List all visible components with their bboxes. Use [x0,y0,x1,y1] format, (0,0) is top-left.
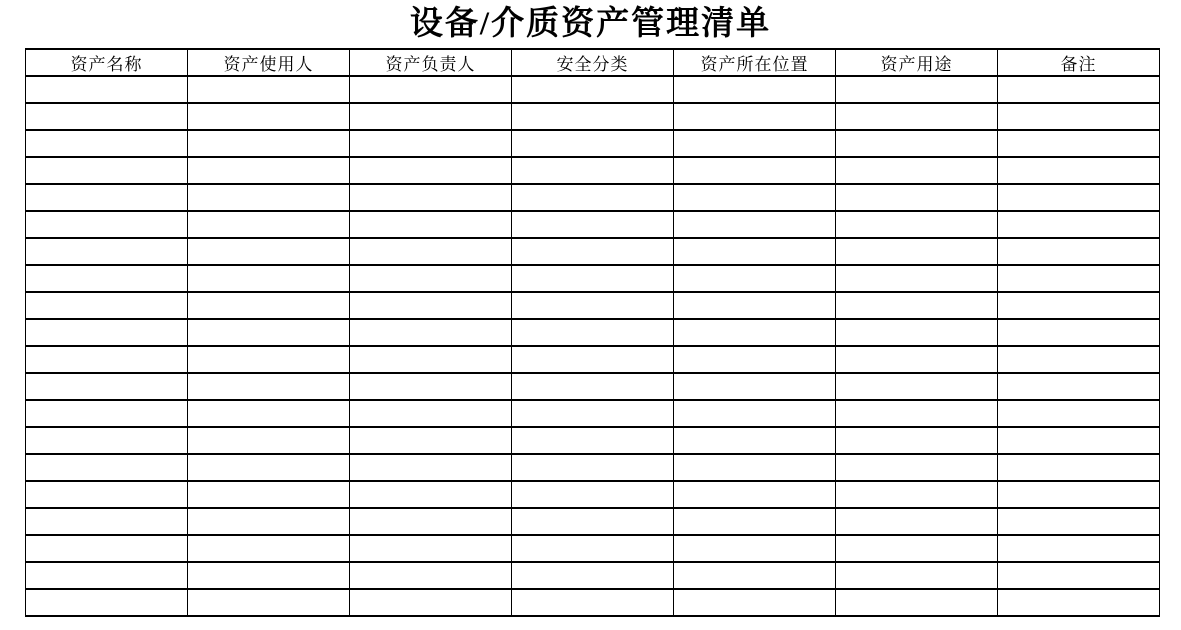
page-title: 设备/介质资产管理清单 [409,6,772,42]
table-cell-asset-location[interactable] [674,481,836,508]
table-cell-asset-purpose[interactable] [836,400,998,427]
table-cell-asset-user[interactable] [188,184,350,211]
table-cell-asset-location[interactable] [674,211,836,238]
table-cell-asset-purpose[interactable] [836,508,998,535]
table-cell-asset-location[interactable] [674,103,836,130]
table-cell-asset-purpose[interactable] [836,481,998,508]
table-cell-asset-name[interactable] [26,130,188,157]
table-row [26,184,1160,211]
asset-management-table [25,48,1160,617]
table-row [26,238,1160,265]
table-cell-asset-user[interactable] [188,292,350,319]
table-cell-asset-name[interactable] [26,319,188,346]
table-cell-remarks[interactable] [998,508,1160,535]
table-cell-asset-owner[interactable] [350,427,512,454]
table-cell-asset-purpose[interactable] [836,373,998,400]
table-cell-security-category[interactable] [512,211,674,238]
table-cell-security-category[interactable] [512,292,674,319]
table-cell-asset-name[interactable] [26,103,188,130]
table-cell-asset-name[interactable] [26,265,188,292]
table-cell-remarks[interactable] [998,481,1160,508]
table-row [26,157,1160,184]
table-cell-security-category[interactable] [512,157,674,184]
table-cell-asset-location[interactable] [674,454,836,481]
table-cell-asset-purpose[interactable] [836,292,998,319]
table-cell-asset-name[interactable] [26,481,188,508]
table-row [26,319,1160,346]
table-cell-asset-user[interactable] [188,130,350,157]
table-cell-asset-user[interactable] [188,589,350,616]
table-cell-asset-purpose[interactable] [836,427,998,454]
table-cell-security-category[interactable] [512,535,674,562]
column-header-asset-location: 资产所在位置 [674,49,836,76]
table-cell-remarks[interactable] [998,184,1160,211]
table-cell-asset-owner[interactable] [350,508,512,535]
table-cell-asset-owner[interactable] [350,589,512,616]
table-row [26,508,1160,535]
table-cell-asset-user[interactable] [188,157,350,184]
table-cell-asset-user[interactable] [188,319,350,346]
table-cell-remarks[interactable] [998,211,1160,238]
table-cell-asset-name[interactable] [26,238,188,265]
table-cell-asset-owner[interactable] [350,211,512,238]
table-row [26,265,1160,292]
table-cell-remarks[interactable] [998,292,1160,319]
table-cell-asset-owner[interactable] [350,76,512,103]
table-cell-remarks[interactable] [998,265,1160,292]
table-cell-asset-location[interactable] [674,589,836,616]
table-cell-security-category[interactable] [512,184,674,211]
table-row [26,211,1160,238]
table-cell-asset-location[interactable] [674,373,836,400]
table-cell-asset-purpose[interactable] [836,103,998,130]
table-cell-asset-user[interactable] [188,103,350,130]
table-cell-asset-owner[interactable] [350,481,512,508]
table-cell-asset-user[interactable] [188,76,350,103]
table-cell-asset-user[interactable] [188,238,350,265]
table-row [26,535,1160,562]
header-row [26,49,1160,76]
table-cell-asset-name[interactable] [26,400,188,427]
table-cell-asset-name[interactable] [26,373,188,400]
table-cell-asset-name[interactable] [26,562,188,589]
table-cell-asset-owner[interactable] [350,265,512,292]
table-cell-asset-purpose[interactable] [836,238,998,265]
table-cell-asset-user[interactable] [188,400,350,427]
table-cell-asset-user[interactable] [188,265,350,292]
table-row [26,454,1160,481]
table-cell-security-category[interactable] [512,238,674,265]
table-cell-asset-owner[interactable] [350,130,512,157]
table-cell-asset-owner[interactable] [350,373,512,400]
table-cell-remarks[interactable] [998,346,1160,373]
table-cell-remarks[interactable] [998,238,1160,265]
table-row [26,400,1160,427]
table-header [26,49,1160,76]
table-cell-asset-location[interactable] [674,157,836,184]
column-header-asset-name: 资产名称 [26,49,188,76]
table-cell-remarks[interactable] [998,76,1160,103]
table-cell-security-category[interactable] [512,481,674,508]
table-cell-security-category[interactable] [512,427,674,454]
table-cell-asset-location[interactable] [674,265,836,292]
table-cell-asset-name[interactable] [26,454,188,481]
table-row [26,589,1160,616]
table-cell-asset-purpose[interactable] [836,76,998,103]
table-cell-asset-purpose[interactable] [836,157,998,184]
table-cell-remarks[interactable] [998,535,1160,562]
table-cell-security-category[interactable] [512,76,674,103]
table-cell-asset-owner[interactable] [350,157,512,184]
table-cell-asset-purpose[interactable] [836,130,998,157]
table-row [26,103,1160,130]
table-row [26,346,1160,373]
table-cell-asset-owner[interactable] [350,400,512,427]
table-cell-asset-location[interactable] [674,292,836,319]
table-cell-security-category[interactable] [512,562,674,589]
table-cell-asset-location[interactable] [674,427,836,454]
table-row [26,373,1160,400]
column-header-asset-user: 资产使用人 [188,49,350,76]
table-cell-asset-location[interactable] [674,130,836,157]
table-cell-asset-owner[interactable] [350,319,512,346]
table-cell-asset-location[interactable] [674,319,836,346]
column-header-asset-purpose: 资产用途 [836,49,998,76]
table-cell-security-category[interactable] [512,454,674,481]
table-cell-asset-name[interactable] [26,427,188,454]
table-cell-asset-user[interactable] [188,481,350,508]
table-cell-remarks[interactable] [998,319,1160,346]
table-cell-asset-purpose[interactable] [836,454,998,481]
table-cell-remarks[interactable] [998,373,1160,400]
table-cell-asset-name[interactable] [26,157,188,184]
table-cell-asset-purpose[interactable] [836,346,998,373]
table-cell-security-category[interactable] [512,346,674,373]
table-cell-asset-name[interactable] [26,292,188,319]
table-cell-asset-user[interactable] [188,535,350,562]
table-cell-asset-name[interactable] [26,535,188,562]
table-cell-asset-name[interactable] [26,346,188,373]
table-cell-asset-owner[interactable] [350,103,512,130]
table-cell-remarks[interactable] [998,130,1160,157]
table-cell-asset-purpose[interactable] [836,535,998,562]
table-cell-security-category[interactable] [512,103,674,130]
table-row [26,481,1160,508]
table-cell-asset-name[interactable] [26,184,188,211]
table-cell-security-category[interactable] [512,265,674,292]
table-cell-remarks[interactable] [998,454,1160,481]
table-cell-asset-name[interactable] [26,211,188,238]
table-cell-asset-owner[interactable] [350,454,512,481]
table-cell-security-category[interactable] [512,400,674,427]
table-cell-asset-location[interactable] [674,184,836,211]
table-cell-asset-purpose[interactable] [836,319,998,346]
table-cell-asset-purpose[interactable] [836,589,998,616]
table-cell-asset-location[interactable] [674,535,836,562]
table-cell-asset-user[interactable] [188,373,350,400]
table-cell-asset-user[interactable] [188,346,350,373]
table-cell-remarks[interactable] [998,427,1160,454]
table-cell-remarks[interactable] [998,562,1160,589]
table-cell-asset-name[interactable] [26,76,188,103]
table-cell-asset-location[interactable] [674,346,836,373]
table-cell-remarks[interactable] [998,400,1160,427]
table-row [26,562,1160,589]
table-cell-security-category[interactable] [512,508,674,535]
table-cell-asset-owner[interactable] [350,346,512,373]
table-cell-security-category[interactable] [512,319,674,346]
table-cell-asset-purpose[interactable] [836,562,998,589]
table-cell-asset-location[interactable] [674,562,836,589]
table-cell-asset-user[interactable] [188,508,350,535]
table-cell-asset-location[interactable] [674,400,836,427]
table-cell-asset-owner[interactable] [350,238,512,265]
table-cell-asset-user[interactable] [188,211,350,238]
table-cell-security-category[interactable] [512,130,674,157]
table-row [26,76,1160,103]
table-cell-asset-user[interactable] [188,427,350,454]
column-header-security-category: 安全分类 [512,49,674,76]
table-body [26,76,1160,616]
table-cell-asset-location[interactable] [674,76,836,103]
table-cell-security-category[interactable] [512,373,674,400]
table-cell-remarks[interactable] [998,103,1160,130]
table-cell-asset-owner[interactable] [350,535,512,562]
table-cell-asset-owner[interactable] [350,184,512,211]
table-cell-asset-user[interactable] [188,454,350,481]
table-cell-asset-owner[interactable] [350,292,512,319]
table-row [26,292,1160,319]
table-cell-security-category[interactable] [512,589,674,616]
table-cell-asset-owner[interactable] [350,562,512,589]
table-cell-asset-name[interactable] [26,508,188,535]
table-cell-asset-purpose[interactable] [836,184,998,211]
column-header-remarks: 备注 [998,49,1160,76]
table-row [26,130,1160,157]
table-cell-remarks[interactable] [998,589,1160,616]
table-cell-asset-name[interactable] [26,589,188,616]
table-cell-asset-location[interactable] [674,238,836,265]
table-cell-asset-purpose[interactable] [836,265,998,292]
table-cell-asset-user[interactable] [188,562,350,589]
table-row [26,427,1160,454]
table-cell-asset-purpose[interactable] [836,211,998,238]
column-header-asset-owner: 资产负责人 [350,49,512,76]
table-cell-remarks[interactable] [998,157,1160,184]
table-cell-asset-location[interactable] [674,508,836,535]
